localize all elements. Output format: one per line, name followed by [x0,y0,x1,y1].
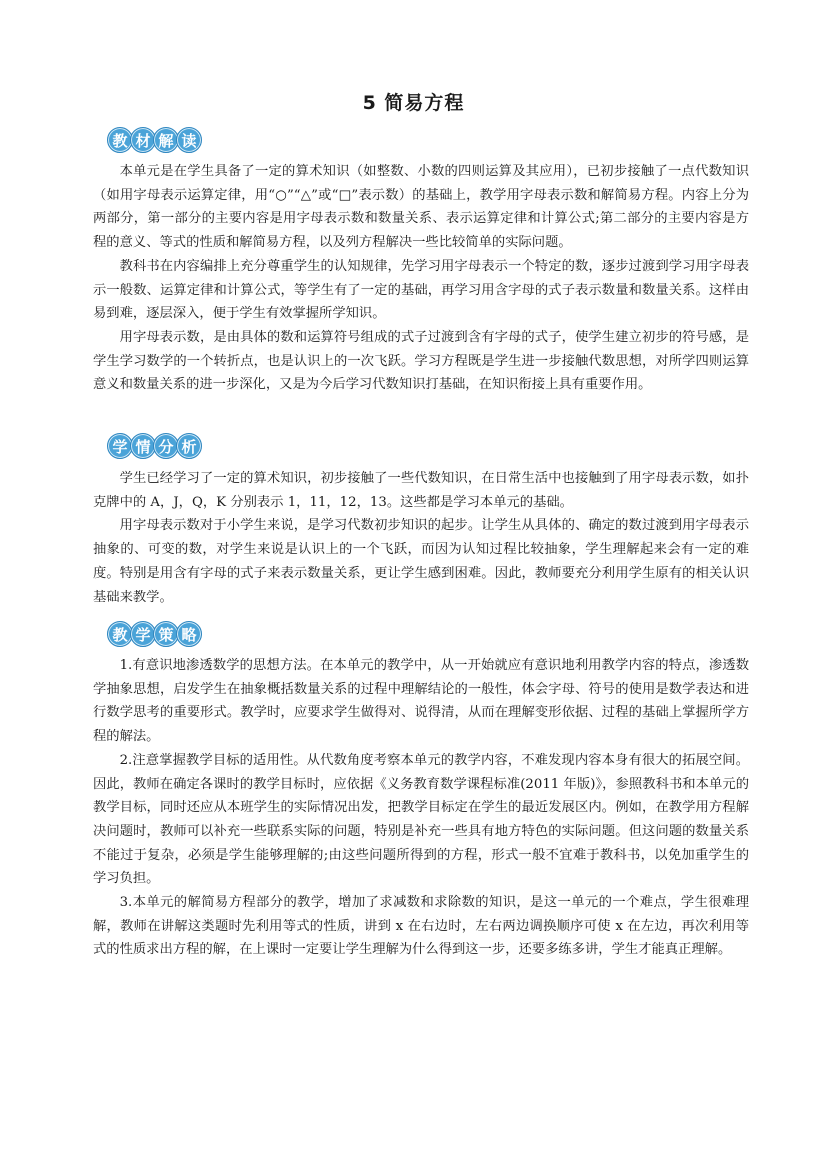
badge-char: 解 [153,127,179,153]
paragraph: 用字母表示数，是由具体的数和运算符号组成的式子过渡到含有字母的式子，使学生建立初步的符号感，是学生学习数学的一个转折点，也是认识上的一次飞跃。学习方程既是学生进一步接触代数思想，对所学四则运算意义和数量关系的进一步深化，又是为今后学习代数知识打基础，在知识衔接上具有重要作用。 [93,329,749,393]
paragraph: 1.有意识地渗透数学的思想方法。在本单元的教学中，从一开始就应有意识地利用教学内容的特点，渗透数学抽象思想，启发学生在抽象概括数量关系的过程中理解结论的一般性，体会字母、符号的使用是数学表达和进行数学思考的重要形式。教学时，应要求学生做得对、说得清，从而在理解变形依据、过程的基础上掌握所学方程的解法。 [93,658,749,745]
badge-char: 材 [130,127,156,153]
badge-char: 教 [107,127,133,153]
badge-char: 教 [107,621,133,647]
paragraph: 学生已经学习了一定的算术知识，初步接触了一些代数知识，在日常生活中也接触到了用字母表示数，如扑克牌中的 A，J，Q，K 分别表示 1，11，12，13。这些都是学习本单元的基础。 [93,471,749,510]
badge-char: 情 [130,433,156,459]
section-badge-student-analysis [107,432,199,460]
section-badge-textbook-reading [107,126,199,154]
section-textbook-reading [93,160,749,397]
section-teaching-strategy [93,654,749,962]
paragraph: 用字母表示数对于小学生来说，是学习代数初步知识的起步。让学生从具体的、确定的数过渡到用字母表示抽象的、可变的数，对学生来说是认识上的一个飞跃，而因为认知过程比较抽象，学生理解起来会有一定的难度。特别是用含有字母的式子来表示数量关系，更让学生感到困难。因此，教师要充分利用学生原有的相关认识基础来教学。 [93,518,749,605]
paragraph: 教科书在内容编排上充分尊重学生的认知规律，先学习用字母表示一个特定的数，逐步过渡到学习用字母表示一般数、运算定律和计算公式，等学生有了一定的基础，再学习用含字母的式子表示数量和数量关系。这样由易到难，逐层深入，便于学生有效掌握所学知识。 [93,258,749,322]
section-student-analysis [93,467,749,609]
section-badge-teaching-strategy [107,620,199,648]
page-title: 5 简易方程 [362,92,465,114]
badge-char: 学 [130,621,156,647]
paragraph: 本单元是在学生具备了一定的算术知识（如整数、小数的四则运算及其应用），已初步接触了一点代数知识（如用字母表示运算定律，用“○”“△”或“□”表示数）的基础上，教学用字母表示数和解简易方程。内容上分为两部分，第一部分的主要内容是用字母表示数和数量关系、表示运算定律和计算公式;第二部分的主要内容是方程的意义、等式的性质和解简易方程，以及列方程解决一些比较简单的实际问题。 [93,164,749,251]
paragraph: 3.本单元的解简易方程部分的教学，增加了求减数和求除数的知识，是这一单元的一个难点，学生很难理解，教师在讲解这类题时先利用等式的性质，讲到 x 在右边时，左右两边调换顺序可使 x 在左边，再次利用等式的性质求出方程的解，在上课时一定要让学生理解为什么得到这一步，还要多练多讲，学生才能真正理解。 [93,895,749,958]
badge-char: 略 [176,621,202,647]
badge-char: 读 [176,127,202,153]
badge-char: 析 [176,433,202,459]
badge-char: 策 [153,621,179,647]
paragraph: 2.注意掌握教学目标的适用性。从代数角度考察本单元的教学内容，不难发现内容本身有很大的拓展空间。因此，教师在确定各课时的教学目标时，应依据《义务教育数学课程标准(2011 年版)》，参照教科书和本单元的教学目标，同时还应从本班学生的实际情况出发，把教学目标定在学生的最近发展区内。例如，在教学用方程解决问题时，教师可以补充一些联系实际的问题，特别是补充一些具有地方特色的实际问题。但这问题的数量关系不能过于复杂，必须是学生能够理解的;由这些问题所得到的方程，形式一般不宜难于教科书，以免加重学生的学习负担。 [93,752,749,887]
badge-char: 分 [153,433,179,459]
badge-char: 学 [107,433,133,459]
